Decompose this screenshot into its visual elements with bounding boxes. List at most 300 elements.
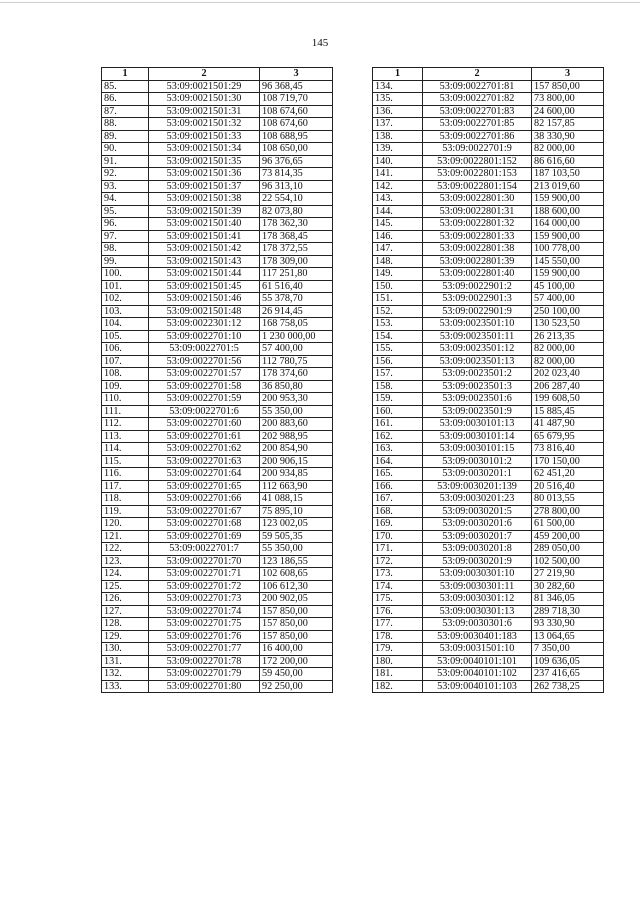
row-number: 129.	[102, 630, 149, 643]
cadastral-number: 53:09:0021501:33	[149, 130, 260, 143]
table-row	[373, 118, 604, 131]
cadastral-value: 73 816,40	[532, 443, 604, 456]
cadastral-number: 53:09:0022301:12	[149, 318, 260, 331]
cadastral-value: 123 186,55	[260, 555, 333, 568]
cadastral-value: 206 287,40	[532, 380, 604, 393]
cadastral-value: 59 450,00	[260, 668, 333, 681]
row-number: 106.	[102, 343, 149, 356]
cadastral-value: 26 914,45	[260, 305, 333, 318]
cadastral-number: 53:09:0040101:102	[423, 668, 532, 681]
cadastral-number: 53:09:0022801:154	[423, 180, 532, 193]
cadastral-value: 278 800,00	[532, 505, 604, 518]
row-number: 162.	[373, 430, 423, 443]
cadastral-value: 22 554,10	[260, 193, 333, 206]
cadastral-value: 30 282,60	[532, 580, 604, 593]
cadastral-value: 86 616,60	[532, 155, 604, 168]
table-row	[102, 118, 333, 131]
table-row	[373, 180, 604, 193]
cadastral-value: 200 902,05	[260, 593, 333, 606]
cadastral-number: 53:09:0030101:14	[423, 430, 532, 443]
cadastral-value: 159 900,00	[532, 268, 604, 281]
table-row	[102, 80, 333, 93]
row-number: 122.	[102, 543, 149, 556]
cadastral-value: 102 500,00	[532, 555, 604, 568]
cadastral-number: 53:09:0022701:72	[149, 580, 260, 593]
cadastral-number: 53:09:0023501:9	[423, 405, 532, 418]
cadastral-value: 41 487,90	[532, 418, 604, 431]
row-number: 161.	[373, 418, 423, 431]
row-number: 109.	[102, 380, 149, 393]
cadastral-value: 57 400,00	[260, 343, 333, 356]
cadastral-value: 55 378,70	[260, 293, 333, 306]
table-row	[102, 143, 333, 156]
header-row	[102, 68, 333, 81]
cadastral-number: 53:09:0022701:73	[149, 593, 260, 606]
row-number: 99.	[102, 255, 149, 268]
cadastral-value: 13 064,65	[532, 630, 604, 643]
row-number: 96.	[102, 218, 149, 231]
row-number: 139.	[373, 143, 423, 156]
cadastral-value: 26 213,35	[532, 330, 604, 343]
row-number: 149.	[373, 268, 423, 281]
cadastral-number: 53:09:0021501:37	[149, 180, 260, 193]
cadastral-value: 100 778,00	[532, 243, 604, 256]
cadastral-value: 289 718,30	[532, 605, 604, 618]
table-row	[102, 605, 333, 618]
table-row	[373, 655, 604, 668]
cadastral-number: 53:09:0022701:80	[149, 680, 260, 693]
table-row	[102, 93, 333, 106]
table-row	[373, 518, 604, 531]
table-row	[102, 218, 333, 231]
table-row	[373, 468, 604, 481]
table-row	[373, 380, 604, 393]
row-number: 115.	[102, 455, 149, 468]
cadastral-number: 53:09:0023501:12	[423, 343, 532, 356]
row-number: 165.	[373, 468, 423, 481]
cadastral-number: 53:09:0022701:62	[149, 443, 260, 456]
row-number: 91.	[102, 155, 149, 168]
row-number: 157.	[373, 368, 423, 381]
row-number: 172.	[373, 555, 423, 568]
row-number: 132.	[102, 668, 149, 681]
cadastral-value: 57 400,00	[532, 293, 604, 306]
row-number: 169.	[373, 518, 423, 531]
row-number: 133.	[102, 680, 149, 693]
cadastral-value: 112 780,75	[260, 355, 333, 368]
cadastral-number: 53:09:0022701:58	[149, 380, 260, 393]
table-row	[373, 580, 604, 593]
cadastral-value: 237 416,65	[532, 668, 604, 681]
row-number: 104.	[102, 318, 149, 331]
cadastral-number: 53:09:0022701:83	[423, 105, 532, 118]
cadastral-value: 213 019,60	[532, 180, 604, 193]
table-row	[373, 418, 604, 431]
table-row	[102, 505, 333, 518]
column-header-cadastral-number: 2	[149, 68, 260, 81]
cadastral-value: 108 719,70	[260, 93, 333, 106]
table-row	[102, 355, 333, 368]
row-number: 146.	[373, 230, 423, 243]
cadastral-number: 53:09:0023501:10	[423, 318, 532, 331]
row-number: 100.	[102, 268, 149, 281]
row-number: 180.	[373, 655, 423, 668]
cadastral-value: 108 674,60	[260, 105, 333, 118]
cadastral-value: 159 900,00	[532, 193, 604, 206]
cadastral-value: 41 088,15	[260, 493, 333, 506]
row-number: 176.	[373, 605, 423, 618]
cadastral-value: 250 100,00	[532, 305, 604, 318]
table-row	[102, 343, 333, 356]
table-row	[373, 130, 604, 143]
row-number: 166.	[373, 480, 423, 493]
table-row	[102, 205, 333, 218]
table-row	[373, 168, 604, 181]
right-table	[372, 67, 604, 693]
cadastral-number: 53:09:0022701:61	[149, 430, 260, 443]
cadastral-number: 53:09:0022701:82	[423, 93, 532, 106]
row-number: 111.	[102, 405, 149, 418]
header-row	[373, 68, 604, 81]
cadastral-value: 82 073,80	[260, 205, 333, 218]
cadastral-value: 96 313,10	[260, 180, 333, 193]
table-row	[102, 393, 333, 406]
cadastral-value: 123 002,05	[260, 518, 333, 531]
row-number: 90.	[102, 143, 149, 156]
cadastral-value: 178 309,00	[260, 255, 333, 268]
cadastral-value: 55 350,00	[260, 543, 333, 556]
table-row	[373, 405, 604, 418]
row-number: 140.	[373, 155, 423, 168]
table-row	[102, 455, 333, 468]
table-row	[373, 280, 604, 293]
cadastral-value: 102 608,65	[260, 568, 333, 581]
cadastral-number: 53:09:0040101:103	[423, 680, 532, 693]
table-row	[373, 630, 604, 643]
cadastral-number: 53:09:0030401:183	[423, 630, 532, 643]
cadastral-value: 7 350,00	[532, 643, 604, 656]
cadastral-value: 80 013,55	[532, 493, 604, 506]
table-row	[102, 518, 333, 531]
cadastral-value: 24 600,00	[532, 105, 604, 118]
table-row	[373, 393, 604, 406]
cadastral-value: 108 650,00	[260, 143, 333, 156]
cadastral-number: 53:09:0030301:13	[423, 605, 532, 618]
table-row	[102, 155, 333, 168]
row-number: 170.	[373, 530, 423, 543]
table-row	[102, 193, 333, 206]
cadastral-value: 200 934,85	[260, 468, 333, 481]
table-row	[373, 430, 604, 443]
row-number: 125.	[102, 580, 149, 593]
cadastral-value: 112 663,90	[260, 480, 333, 493]
cadastral-value: 73 814,35	[260, 168, 333, 181]
table-row	[373, 155, 604, 168]
table-row	[102, 618, 333, 631]
right-table-body	[373, 80, 604, 693]
cadastral-number: 53:09:0023501:6	[423, 393, 532, 406]
row-number: 92.	[102, 168, 149, 181]
cadastral-number: 53:09:0022701:76	[149, 630, 260, 643]
column-header-number: 1	[373, 68, 423, 81]
cadastral-number: 53:09:0022901:3	[423, 293, 532, 306]
table-row	[373, 568, 604, 581]
cadastral-number: 53:09:0030201:8	[423, 543, 532, 556]
table-row	[373, 330, 604, 343]
cadastral-number: 53:09:0022701:85	[423, 118, 532, 131]
table-row	[102, 230, 333, 243]
cadastral-number: 53:09:0021501:35	[149, 155, 260, 168]
cadastral-value: 55 350,00	[260, 405, 333, 418]
cadastral-value: 157 850,00	[260, 618, 333, 631]
row-number: 116.	[102, 468, 149, 481]
left-table	[101, 67, 333, 693]
table-row	[373, 205, 604, 218]
row-number: 167.	[373, 493, 423, 506]
row-number: 97.	[102, 230, 149, 243]
row-number: 86.	[102, 93, 149, 106]
cadastral-value: 75 895,10	[260, 505, 333, 518]
table-row	[373, 343, 604, 356]
cadastral-value: 61 516,40	[260, 280, 333, 293]
row-number: 160.	[373, 405, 423, 418]
row-number: 98.	[102, 243, 149, 256]
cadastral-value: 81 346,05	[532, 593, 604, 606]
row-number: 110.	[102, 393, 149, 406]
row-number: 171.	[373, 543, 423, 556]
cadastral-value: 96 376,65	[260, 155, 333, 168]
row-number: 156.	[373, 355, 423, 368]
cadastral-value: 1 230 000,00	[260, 330, 333, 343]
row-number: 145.	[373, 218, 423, 231]
table-row	[373, 505, 604, 518]
cadastral-number: 53:09:0022701:71	[149, 568, 260, 581]
cadastral-value: 93 330,90	[532, 618, 604, 631]
cadastral-value: 82 000,00	[532, 343, 604, 356]
top-rule	[0, 2, 640, 3]
table-row	[373, 680, 604, 693]
cadastral-number: 53:09:0022901:2	[423, 280, 532, 293]
row-number: 95.	[102, 205, 149, 218]
row-number: 142.	[373, 180, 423, 193]
cadastral-value: 96 368,45	[260, 80, 333, 93]
cadastral-number: 53:09:0023501:2	[423, 368, 532, 381]
cadastral-number: 53:09:0030201:1	[423, 468, 532, 481]
cadastral-number: 53:09:0030301:11	[423, 580, 532, 593]
table-row	[102, 318, 333, 331]
row-number: 137.	[373, 118, 423, 131]
cadastral-number: 53:09:0030201:7	[423, 530, 532, 543]
cadastral-number: 53:09:0021501:36	[149, 168, 260, 181]
cadastral-number: 53:09:0022701:81	[423, 80, 532, 93]
cadastral-number: 53:09:0022701:74	[149, 605, 260, 618]
row-number: 152.	[373, 305, 423, 318]
cadastral-value: 65 679,95	[532, 430, 604, 443]
cadastral-value: 200 854,90	[260, 443, 333, 456]
table-row	[102, 668, 333, 681]
cadastral-number: 53:09:0021501:30	[149, 93, 260, 106]
table-row	[373, 493, 604, 506]
cadastral-number: 53:09:0022701:9	[423, 143, 532, 156]
table-row	[102, 280, 333, 293]
cadastral-number: 53:09:0021501:46	[149, 293, 260, 306]
cadastral-number: 53:09:0022701:69	[149, 530, 260, 543]
table-row	[102, 105, 333, 118]
cadastral-value: 92 250,00	[260, 680, 333, 693]
table-row	[373, 618, 604, 631]
cadastral-value: 168 758,05	[260, 318, 333, 331]
table-row	[373, 80, 604, 93]
cadastral-number: 53:09:0022901:9	[423, 305, 532, 318]
cadastral-number: 53:09:0022801:153	[423, 168, 532, 181]
row-number: 102.	[102, 293, 149, 306]
row-number: 94.	[102, 193, 149, 206]
row-number: 114.	[102, 443, 149, 456]
cadastral-value: 62 451,20	[532, 468, 604, 481]
table-row	[102, 168, 333, 181]
left-table-body	[102, 80, 333, 693]
cadastral-value: 45 100,00	[532, 280, 604, 293]
row-number: 128.	[102, 618, 149, 631]
cadastral-number: 53:09:0030101:15	[423, 443, 532, 456]
cadastral-number: 53:09:0021501:34	[149, 143, 260, 156]
row-number: 118.	[102, 493, 149, 506]
row-number: 101.	[102, 280, 149, 293]
cadastral-value: 459 200,00	[532, 530, 604, 543]
table-row	[373, 668, 604, 681]
cadastral-value: 108 674,60	[260, 118, 333, 131]
cadastral-number: 53:09:0021501:40	[149, 218, 260, 231]
row-number: 141.	[373, 168, 423, 181]
cadastral-value: 159 900,00	[532, 230, 604, 243]
table-row	[102, 293, 333, 306]
table-row	[373, 255, 604, 268]
row-number: 182.	[373, 680, 423, 693]
row-number: 85.	[102, 80, 149, 93]
cadastral-value: 200 953,30	[260, 393, 333, 406]
cadastral-number: 53:09:0022801:33	[423, 230, 532, 243]
cadastral-number: 53:09:0030201:5	[423, 505, 532, 518]
table-row	[373, 230, 604, 243]
cadastral-value: 164 000,00	[532, 218, 604, 231]
table-row	[102, 655, 333, 668]
cadastral-number: 53:09:0022701:65	[149, 480, 260, 493]
page-number: 145	[311, 37, 329, 49]
column-header-number: 1	[102, 68, 149, 81]
table-row	[102, 268, 333, 281]
row-number: 159.	[373, 393, 423, 406]
row-number: 174.	[373, 580, 423, 593]
row-number: 136.	[373, 105, 423, 118]
table-row	[102, 593, 333, 606]
cadastral-number: 53:09:0030201:6	[423, 518, 532, 531]
row-number: 119.	[102, 505, 149, 518]
table-row	[373, 368, 604, 381]
table-row	[373, 543, 604, 556]
table-row	[102, 405, 333, 418]
table-row	[102, 493, 333, 506]
row-number: 89.	[102, 130, 149, 143]
cadastral-value: 59 505,35	[260, 530, 333, 543]
cadastral-number: 53:09:0021501:32	[149, 118, 260, 131]
cadastral-value: 73 800,00	[532, 93, 604, 106]
row-number: 131.	[102, 655, 149, 668]
cadastral-value: 172 200,00	[260, 655, 333, 668]
cadastral-value: 199 608,50	[532, 393, 604, 406]
cadastral-value: 82 000,00	[532, 355, 604, 368]
cadastral-value: 187 103,50	[532, 168, 604, 181]
cadastral-number: 53:09:0022701:78	[149, 655, 260, 668]
table-row	[102, 568, 333, 581]
cadastral-value: 202 023,40	[532, 368, 604, 381]
cadastral-number: 53:09:0022701:77	[149, 643, 260, 656]
cadastral-value: 157 850,00	[532, 80, 604, 93]
table-row	[102, 368, 333, 381]
table-row	[102, 580, 333, 593]
table-row	[102, 130, 333, 143]
cadastral-number: 53:09:0022701:68	[149, 518, 260, 531]
cadastral-value: 106 612,30	[260, 580, 333, 593]
row-number: 112.	[102, 418, 149, 431]
cadastral-number: 53:09:0021501:45	[149, 280, 260, 293]
row-number: 113.	[102, 430, 149, 443]
cadastral-number: 53:09:0030301:10	[423, 568, 532, 581]
cadastral-number: 53:09:0021501:43	[149, 255, 260, 268]
cadastral-value: 178 374,60	[260, 368, 333, 381]
cadastral-value: 130 523,50	[532, 318, 604, 331]
cadastral-value: 36 850,80	[260, 380, 333, 393]
row-number: 163.	[373, 443, 423, 456]
table-row	[373, 555, 604, 568]
table-row	[373, 480, 604, 493]
cadastral-value: 15 885,45	[532, 405, 604, 418]
row-number: 177.	[373, 618, 423, 631]
cadastral-value: 108 688,95	[260, 130, 333, 143]
cadastral-value: 188 600,00	[532, 205, 604, 218]
column-header-cadastral-number: 2	[423, 68, 532, 81]
cadastral-number: 53:09:0021501:31	[149, 105, 260, 118]
cadastral-number: 53:09:0030101:13	[423, 418, 532, 431]
cadastral-number: 53:09:0022701:10	[149, 330, 260, 343]
cadastral-value: 82 157,85	[532, 118, 604, 131]
row-number: 93.	[102, 180, 149, 193]
table-row	[373, 643, 604, 656]
cadastral-number: 53:09:0022801:39	[423, 255, 532, 268]
cadastral-number: 53:09:0022701:57	[149, 368, 260, 381]
cadastral-value: 117 251,80	[260, 268, 333, 281]
row-number: 123.	[102, 555, 149, 568]
cadastral-number: 53:09:0022701:67	[149, 505, 260, 518]
row-number: 135.	[373, 93, 423, 106]
table-row	[373, 193, 604, 206]
table-row	[102, 380, 333, 393]
cadastral-value: 145 550,00	[532, 255, 604, 268]
cadastral-number: 53:09:0022701:70	[149, 555, 260, 568]
cadastral-number: 53:09:0030201:9	[423, 555, 532, 568]
table-row	[373, 268, 604, 281]
row-number: 153.	[373, 318, 423, 331]
cadastral-number: 53:09:0022801:152	[423, 155, 532, 168]
row-number: 105.	[102, 330, 149, 343]
table-row	[373, 593, 604, 606]
cadastral-value: 61 500,00	[532, 518, 604, 531]
table-row	[373, 605, 604, 618]
cadastral-number: 53:09:0022801:32	[423, 218, 532, 231]
cadastral-number: 53:09:0021501:39	[149, 205, 260, 218]
cadastral-number: 53:09:0021501:44	[149, 268, 260, 281]
cadastral-value: 202 988,95	[260, 430, 333, 443]
cadastral-value: 157 850,00	[260, 605, 333, 618]
